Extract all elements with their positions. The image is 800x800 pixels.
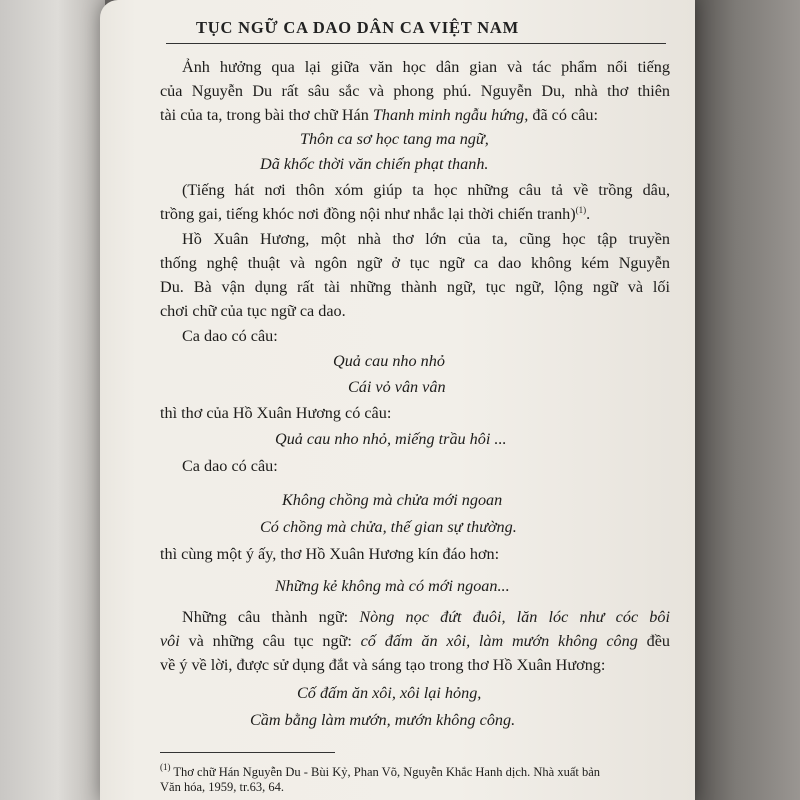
- paragraph3-line2-end: đều: [637, 632, 671, 650]
- paragraph1-line3-end: đã có câu:: [528, 106, 598, 124]
- poem2-line1: Quả cau nho nhỏ: [333, 352, 445, 370]
- footnote-line1: [160, 762, 600, 780]
- poem6-line1: Cố đấm ăn xôi, xôi lại hỏng,: [297, 684, 482, 702]
- translation-line1: (Tiếng hát nơi thôn xóm giúp ta học những câu tả về trồng dâu,: [182, 181, 670, 199]
- poem4-line2: Có chồng mà chửa, thế gian sự thường.: [260, 518, 517, 536]
- footnote-rule: [160, 752, 335, 753]
- paragraph1-line2: của Nguyễn Du rất sâu sắc và phong phú. Nguyễn Du, nhà thơ thiên: [160, 82, 670, 100]
- header-rule: [166, 43, 666, 44]
- paragraph3-line2: [160, 632, 670, 651]
- intro-ca-dao-1: Ca dao có câu:: [182, 327, 278, 345]
- poem2-line2: Cái vỏ vân vân: [348, 378, 446, 396]
- paragraph1-line3: [160, 106, 598, 125]
- paragraph3-line3: về ý về lời, được sử dụng đắt và sáng tạo trong thơ Hồ Xuân Hương:: [160, 656, 606, 674]
- right-background: [692, 0, 800, 800]
- poem1-line1: Thôn ca sơ học tang ma ngữ,: [300, 130, 489, 148]
- poem6-line2: Cầm bằng làm mướn, mướn không công.: [250, 711, 516, 729]
- paragraph2-line1: Hồ Xuân Hương, một nhà thơ lớn của ta, cũng học tập truyền: [182, 230, 670, 248]
- poem4-line1: Không chồng mà chửa mới ngoan: [282, 491, 503, 509]
- translation-line2-end: .: [586, 205, 591, 223]
- paragraph2-line3: Du. Bà vận dụng rất tài những thành ngữ, tục ngữ, lộng ngữ và lối: [160, 278, 670, 296]
- paragraph1-line1: Ảnh hưởng qua lại giữa văn học dân gian và tác phẩm nổi tiếng: [182, 58, 670, 76]
- book-page: [100, 0, 695, 800]
- intro-hxh-1: thì thơ của Hồ Xuân Hương có câu:: [160, 404, 392, 422]
- paragraph2-line4: chơi chữ của tục ngữ ca dao.: [160, 302, 346, 320]
- intro-ca-dao-2: Ca dao có câu:: [182, 457, 278, 475]
- paragraph3-idiom-1-end: vôi: [160, 632, 180, 650]
- poem-title: Thanh minh ngẫu hứng,: [372, 106, 529, 124]
- poem1-line2: Dã khốc thời văn chiến phạt thanh.: [260, 155, 489, 173]
- running-header: TỤC NGỮ CA DAO DÂN CA VIỆT NAM: [196, 18, 520, 37]
- paragraph3-idiom-1: Nòng nọc đứt đuôi, lăn lóc như cóc bôi: [359, 608, 670, 626]
- left-background: [0, 0, 105, 800]
- paragraph1-line3-text: tài của ta, trong bài thơ chữ Hán: [160, 106, 373, 124]
- translation-line2: [160, 205, 590, 224]
- poem3-line1: Quả cau nho nhỏ, miếng trầu hôi ...: [275, 430, 507, 448]
- footnote-mark: (1): [575, 205, 587, 215]
- paragraph3-line1: [182, 608, 670, 627]
- footnote-number: (1): [160, 762, 171, 772]
- translation-line2-text: trồng gai, tiếng khóc nơi đồng nội như nhắc lại thời chiến tranh): [160, 205, 576, 223]
- footnote-line2: Văn hóa, 1959, tr.63, 64.: [160, 780, 284, 794]
- paragraph3-line1-text: Những câu thành ngữ:: [182, 608, 360, 626]
- footnote-line1-text: Thơ chữ Hán Nguyễn Du - Bùi Kỷ, Phan Võ, Nguyễn Khắc Hanh dịch. Nhà xuất bản: [170, 765, 601, 779]
- paragraph3-proverb: cố đấm ăn xôi, làm mướn không công: [360, 632, 638, 650]
- poem5-line1: Những kẻ không mà có mới ngoan...: [275, 577, 510, 595]
- paragraph2-line2: thống nghệ thuật và ngôn ngữ ở tục ngữ ca dao không kém Nguyễn: [160, 254, 670, 272]
- paragraph3-line2-text: và những câu tục ngữ:: [179, 632, 361, 650]
- intro-hxh-2: thì cùng một ý ấy, thơ Hồ Xuân Hương kín đáo hơn:: [160, 545, 500, 563]
